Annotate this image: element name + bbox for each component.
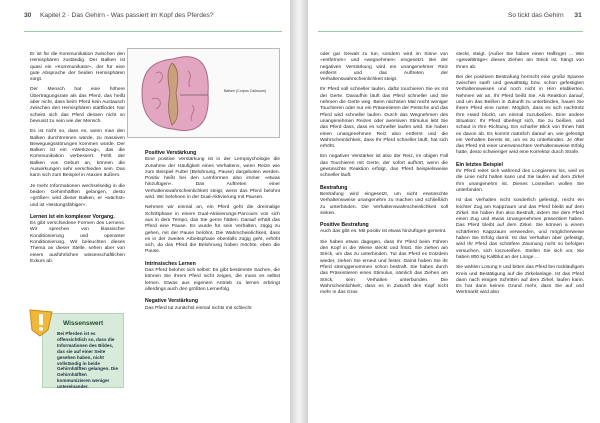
- paragraph: Der Mensch hat eine höhere Übertragungsrate als das Pferd, das heißt aber nicht, dass beim Pferd kein Austausch zwischen den Hemisphären stattfindet. Nur scheint sich das Pferd dessen nicht so bewusst zu sein wie der Mensch.: [30, 87, 125, 124]
- left-page: [0, 0, 290, 423]
- subheading: Ein letztes Beispiel: [456, 161, 503, 168]
- left-page-number: 30: [24, 12, 32, 19]
- subheading: Negative Verstärkung: [145, 298, 199, 305]
- brain-illustration: [128, 49, 279, 137]
- brain-figure: [127, 48, 280, 138]
- paragraph: Er ist für die Kommunikation zwischen den Hemisphären zuständig. Der Balken ist quasi ein »Kommunikator«, der für eine gute Absprache der beiden Hemisphären sorgt.: [30, 52, 125, 83]
- subheading: Positive Bestrafung: [320, 222, 369, 229]
- paragraph: Ihr Pferd soll schneller laufen, dafür touchieren Sie es mit der Gerte. Daraufhin läuft das Pferd schneller und Sie nehmen die Gerte weg. Beim nächsten Mal reicht weniger Touchieren oder nur ein Präsentieren der Peitsche und das Pferd wird schneller laufen. Durch das Wegnehmen des unangenehmen Reizes oder aversiven Stimulus lebt Sie das Pferd dass, dass es schneller laufen wird. Sie haben einen unangenehmen Reiz also entfernt und die Wahrscheinlichkeit, dass Ihr Pferd schneller läuft, hat sich erhöht.: [320, 87, 448, 150]
- paragraph: Je mehr Informationen wechselseitig in die beiden Gehirnhälften gelangen, desto »größer« wird dieser Balken, er »wächst« und ist »leistungsfähiger«.: [30, 183, 125, 208]
- left-header-rule: [24, 31, 282, 32]
- right-section-title: So tickt das Gehirn: [508, 12, 564, 19]
- paragraph: Eine positive Verstärkung ist in der Lernpsychologie die Zunahme der Häufigkeit eines Verhaltens, wenn Reize wie zum Beispiel Futter (Belohnung, Pause) dargeboten werden. Positiv heißt bei den Lernformen also immer »etwas hinzufügen«. Das Auftreten einer Verhaltenswahrscheinlichkeit steigt, wenn das Pferd belohnt wird. Wir belohnen in der Dual-Aktivierung mit Pausen.: [145, 157, 280, 201]
- subheading: Positive Verstärkung: [145, 150, 197, 156]
- right-column-1: [320, 52, 448, 300]
- paragraph: Ein negativer Verstärker ist also der Reiz, im obigen Fall das Touchieren mit Gerte, der sofort aufhört, wenn die gewünschte Reaktion erfolgt, das Pferd beispielsweise schneller läuft.: [320, 154, 448, 179]
- right-column-2: [456, 52, 584, 301]
- info-box-text: Bei Pferden ist es offensichtlich so, dass die Informationen des Bildes, das sie auf einer Seite gesehen haben, nicht vollständig in beide Gehirnhälften gelangen. Die Gehirnhälften kommunizieren weniger untereinander.: [57, 331, 119, 390]
- exclamation-icon: [28, 308, 54, 338]
- left-column-1: [30, 52, 125, 269]
- paragraph: Es gibt verschiedene Formen des Lernens. Wir sprechen von klassischer Konditionierung und operanter Konditionierung. Wir beleuchten dieses Thema an dieser Stelle, sehen aber von einem ausführlichen wissenschaftlichen Exkurs ab.: [30, 221, 125, 264]
- left-header: [24, 12, 214, 28]
- right-page-number: 31: [574, 12, 582, 19]
- subheading: Lernen ist ein komplexer Vorgang.: [30, 213, 115, 220]
- paragraph: steckt, steigt. (Außer Sie haben einen Haflinger ... Wie »gewaltiträge« dieses Ziehen am Strick ist, hängt von Ihnen ab.: [456, 52, 584, 70]
- paragraph: Ihr Pferd reitet sich während des Longierens los, weil es die Linie nicht halten kann und Sie laufen auf dem Zirkel Ihm unangenehm ist. Dieses Losreißen wollen Sie unterbinden.: [456, 169, 584, 193]
- paragraph: Sie wählen Losung II und bitten das Pferd bei rückläufigem Kreis und Bestätigung auf die Zirkelanlage. Ist das Pferd dann nach einigen Schritten auf dem Zirkel, laufen kann. Es hat dann keinen Grund mehr, dass Sie auf und Wertmarkt wird also: [456, 265, 584, 296]
- right-header-rule: [318, 31, 583, 32]
- paragraph: Nehmen wir einmal an, ein Pferd geht die dreimalige Schrittphase in einem Dual-Aktivierungs-Parcours von sich aus in dem Tempo, das Sie gerne hätten. Darauf erhält das Pferd eine Pause. Es wurde für sein Verhalten, zügig zu gehen, mit der Pause belohnt. Die Wahrscheinlichkeit, dass es in der zweiten Arbeitsphase ebenfalls zügig geht, erhöht sich, da das Pferd die Belohnung haben möchte, eben die Pause.: [145, 205, 280, 255]
- paragraph: Das Pferd tut zunächst einmal nichts mit schlecht: [145, 305, 252, 311]
- paragraph: Sie haben etwas dagegen, dass Ihr Pferd beim Führen den Kopf in die Wiese steckt und frisst. Sie ziehen am Strick, um das zu unterbinden. Tut das Pferd es trotzdem wieder, ziehen Sie erneut und fester. Damit haben Sie ihr Pferd strenggenommen schon bestraft. Sie haben durch das Präsentieren eines Stimulus, nämlich das Ziehen am Strick, sein Verhalten unterbunden. Die Wahrscheinlichkeit, dass es in Zukunft den Kopf nicht mehr in das Gras: [320, 239, 448, 296]
- info-box-title: Wissenswert: [63, 320, 104, 327]
- subheading: Intrinsisches Lernen: [145, 260, 196, 267]
- paragraph: oder gar Gewalt zu tun, sondern wird im Sinne von »entfernen« und »wegnehmen« eingesetzt. Bei der negativen Verstärkung wird ein unangenehmer Reiz entfernt und das Auftreten der Verhaltenswahrscheinlichkeit steigt.: [320, 52, 448, 83]
- paragraph: Bei der positiven Bestrafung herrscht eine große Spanne zwischen sanft und gewalttätig bzw. schon gefestigten Verhaltensweisen und noch nicht in Hirn etablierten. Nehmen wir an, Ihr Pferd beißt Sie. Als Reaktion darauf, und um das Beißen in Zukunft zu unterbinden, hauen Sie ihrem Pferd eine runter. Möglich, dass es sich nachtrotz Ihre Hand blockt, um einmal zuzubeißen. Eine andere Situation: Ihr Pferd überlegt sich, Sie zu beißen, und schaut in Ihre Richtung. Ein scharfer Blick von Ihnen hält es davon ab. Es kommt natürlich darauf an, wie gefestigt ein Verhalten bereits ist, um es zu unterbinden. Je öfter das Pferd mit einer unerwünschten Verhaltensweise Erfolg hatte, desto schwieriger wird eine Korrektur durch Strafe.: [456, 74, 584, 156]
- paragraph: Auch das gibt es. Mit positiv ist etwas hinzufügen gemeint.: [320, 229, 447, 235]
- paragraph: Es ist nicht so, dass es, wenn man den Balken durchtrennen würde, zu massiven Bewegungsstörungen kommen würde. Der Balken ist ein »Werkzeug«, das die Kommunikation verbessert. Fehlt der Balken von Geburt an, können die Auswirkungen sehr verschieden sein. Das kann sich zum Beispiel in Ataxien äußern.: [30, 129, 125, 179]
- book-gutter: [290, 0, 308, 423]
- right-header: [508, 12, 582, 28]
- paragraph: Ist das Verhalten nicht sonderlich gefestigt, reicht ein leichter Zug am Kappzaum und das Pferd bleibt auf dem Zirkel. Sie haben ihm also Bestraft, indem Sie dem Pferd einen Zug und etwas Unangenehmes präsentiert haben. Das Pferd bleibt auf dem Zirkel. Sie können a einem schärferen Kappzaum verwenden, und möglicherweise haben Sie Erfolg damit. Ist das Verhalten aber gefestigt, wird Ihr Pferd das schärfere Zäumung nicht so befolgen versuchen, sich loszureißen. Stellen Sie sich vor, Sie haben 800 kg Kaltblut an der Longe ...: [456, 198, 584, 260]
- paragraph: Das Pferd belohnt sich selbst: Es gibt bestimmte Sachen, die können Sie Ihrem Pferd nicht zeigen, die muss es selbst lernen. Etwas aus eigenem Antrieb zu lernen erbringt allerdings auch den größten Lernerfolg.: [145, 268, 280, 292]
- left-chapter-title: Kapitel 2 · Das Gehirn - Was passiert im Kopf des Pferdes?: [40, 12, 214, 19]
- left-column-2: [145, 150, 280, 316]
- paragraph: Bestrafung wird eingesetzt, um nicht erwünschte Verhaltensweise unangenehm zu machen und schließlich zu unterbinden. Die Verhaltenswahrscheinlichkeit soll sinken.: [320, 191, 448, 216]
- figure-caption: Balken (Corpus Callosum): [224, 89, 266, 93]
- info-box: [42, 313, 124, 388]
- subheading: Bestrafung: [320, 184, 348, 191]
- right-page: [308, 0, 600, 423]
